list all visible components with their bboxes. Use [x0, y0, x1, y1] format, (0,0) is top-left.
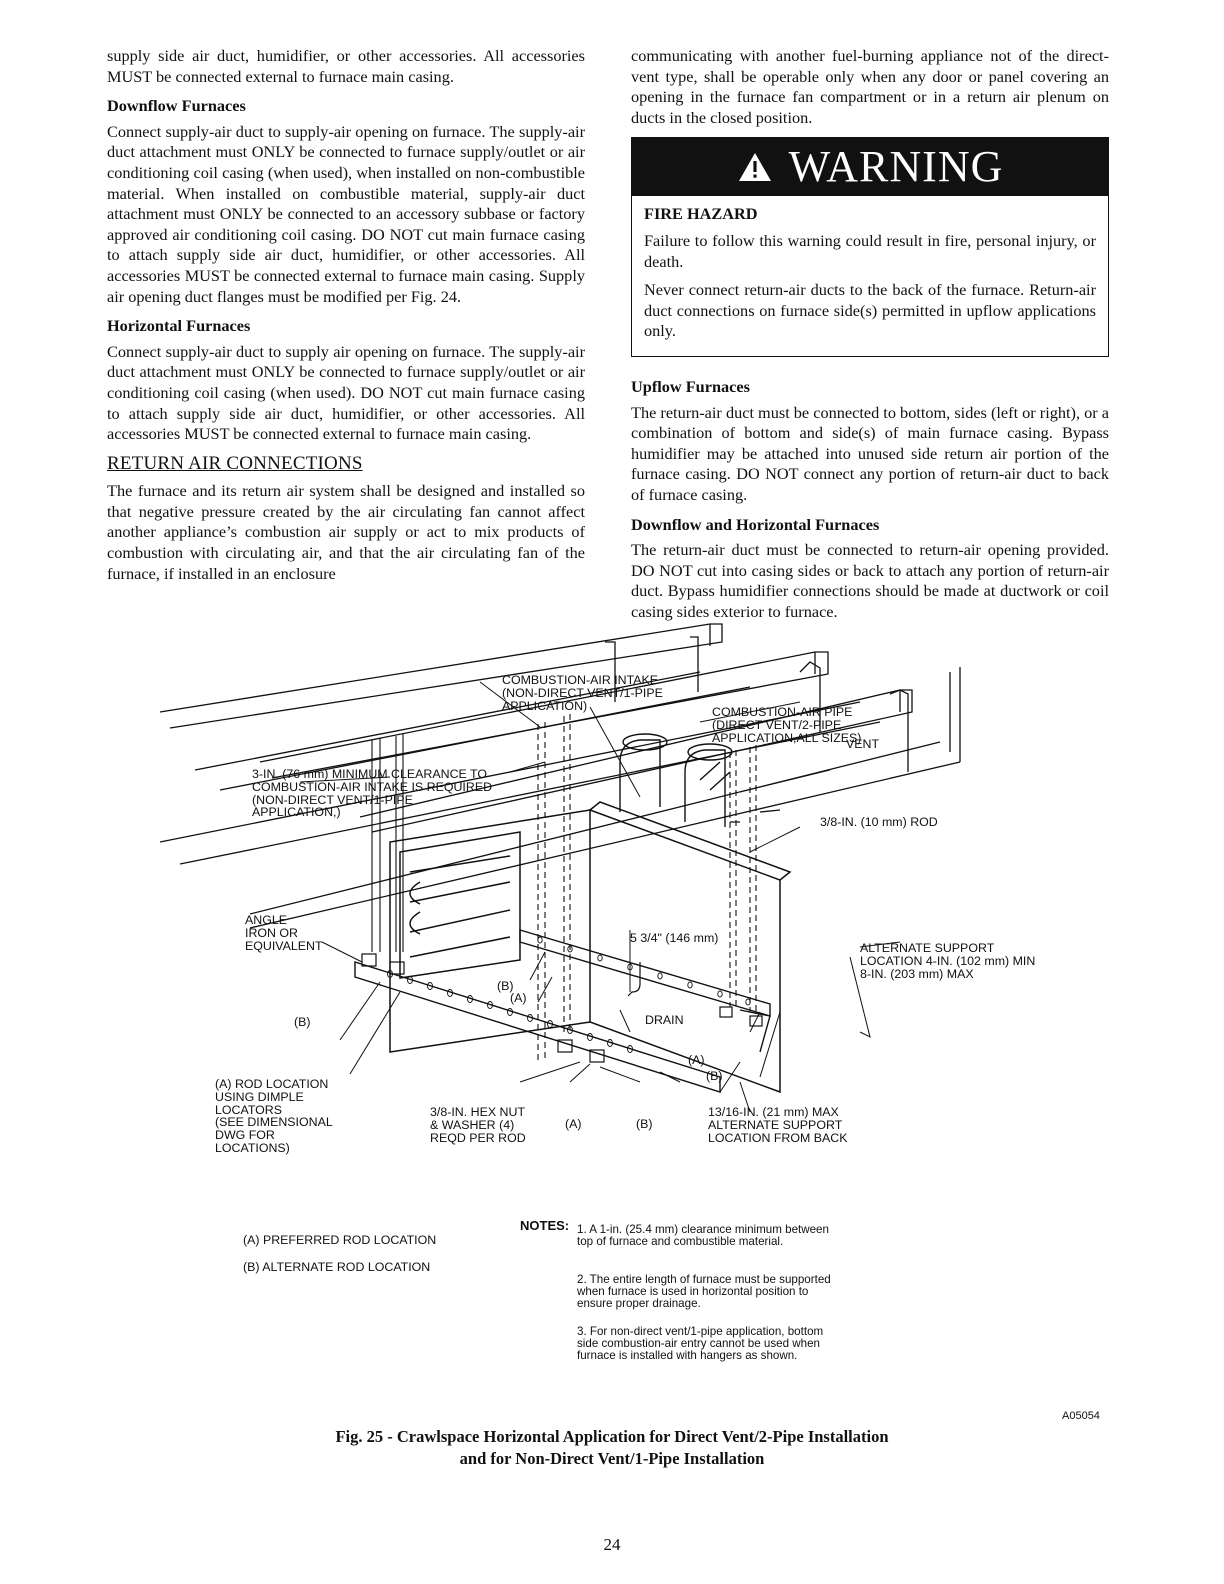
label-hex-nut: 3/8-IN. HEX NUT & WASHER (4) REQD PER ROD — [430, 1105, 526, 1145]
legend-preferred-rod: (A) PREFERRED ROD LOCATION — [243, 1233, 437, 1247]
warning-box — [631, 137, 1109, 357]
caption-line-1: Fig. 25 - Crawlspace Horizontal Application for Direct Vent/2-Pipe Installation — [335, 1427, 889, 1446]
caption-line-2: and for Non-Direct Vent/1-Pipe Installation — [459, 1449, 765, 1468]
label-intake: COMBUSTION-AIR INTAKE (NON-DIRECT VENT/1-PIPE APPLICATION) — [502, 673, 663, 713]
notes-heading: NOTES: — [520, 1218, 570, 1233]
label-angle-iron: ANGLE IRON OR EQUIVALENT — [245, 913, 323, 953]
label-dimension: 5 3/4" (146 mm) — [630, 931, 719, 945]
label-b-mid: (B) — [497, 979, 514, 993]
warning-title: FIRE HAZARD — [644, 204, 758, 224]
label-rod: 3/8-IN. (10 mm) ROD — [820, 815, 938, 829]
note-3: 3. For non-direct vent/1-pipe application, bottom side combustion-air entry cannot be used when furnace is installed with hangers as shown. — [577, 1325, 824, 1362]
warning-line-1: Failure to follow this warning could result in fire, personal injury, or death. — [644, 230, 1096, 271]
warning-triangle-icon — [737, 151, 773, 183]
label-clearance: 3-IN. (76 mm) MINIMUM CLEARANCE TO COMBUSTION-AIR INTAKE IS REQUIRED (NON-DIRECT VENT/1-PIPE APPLICATION,) — [252, 767, 493, 820]
figure-code: A05054 — [1062, 1410, 1100, 1422]
downflow-heading: Downflow Furnaces — [107, 96, 246, 116]
left-column — [107, 46, 585, 593]
horizontal-heading: Horizontal Furnaces — [107, 316, 251, 336]
label-vent: VENT — [846, 737, 880, 751]
upflow-heading: Upflow Furnaces — [631, 376, 750, 396]
upflow-paragraph: The return-air duct must be connected to bottom, sides (left or right), or a combination of bottom and side(s) of main furnace casing. Bypass humidifier may be attached into unused side return air portion of the furnace casing. DO NOT connect any portion of return-air duct to back of furnace casing. — [631, 402, 1109, 504]
label-b-right: (B) — [706, 1069, 723, 1083]
label-alt-support: ALTERNATE SUPPORT LOCATION 4-IN. (102 mm) MIN 8-IN. (203 mm) MAX — [860, 941, 1036, 981]
label-a-right: (A) — [688, 1053, 705, 1067]
note-1: 1. A 1-in. (25.4 mm) clearance minimum between top of furnace and combustible material. — [577, 1223, 829, 1248]
left-continued-paragraph: supply side air duct, humidifier, or other accessories. All accessories MUST be connected external to furnace main casing. — [107, 46, 585, 86]
right-column — [631, 46, 1109, 631]
label-b-bottom: (B) — [636, 1117, 653, 1131]
label-a-mid: (A) — [510, 991, 527, 1005]
warning-word: WARNING — [788, 142, 1004, 192]
note-2: 2. The entire length of furnace must be supported when furnace is used in horizontal position to ensure proper drainage. — [577, 1273, 831, 1310]
label-a-bottom: (A) — [565, 1117, 582, 1131]
return-air-heading: RETURN AIR CONNECTIONS — [107, 452, 363, 474]
crawlspace-figure — [100, 612, 1140, 1402]
right-continued-paragraph: communicating with another fuel-burning appliance not of the direct-vent type, shall be operable only when any door or panel covering an opening in the furnace fan compartment or in a return air plenum on ducts in the closed position. — [631, 46, 1109, 127]
warning-line-2: Never connect return-air ducts to the back of the furnace. Return-air duct connections on furnace side(s) permitted in upflow applications only. — [644, 280, 1096, 341]
label-b-left: (B) — [294, 1015, 311, 1029]
label-rod-location: (A) ROD LOCATION USING DIMPLE LOCATORS (SEE DIMENSIONAL DWG FOR LOCATIONS) — [215, 1077, 333, 1155]
label-alt-back: 13/16-IN. (21 mm) MAX ALTERNATE SUPPORT LOCATION FROM BACK — [708, 1105, 848, 1145]
warning-banner — [632, 138, 1108, 196]
return-air-paragraph: The furnace and its return air system shall be designed and installed so that negative pressure created by the air circulating fan cannot affect another appliance’s combustion air supply or act to mix products of combustion with circulating air, and that the air circulating fan of the furnace, if installed in an enclosure — [107, 481, 585, 583]
horizontal-paragraph: Connect supply-air duct to supply air opening on furnace. The supply-air duct attachment must ONLY be connected to furnace supply/outlet or air conditioning coil casing (when used). DO NOT cut main furnace casing to attach supply side air duct, humidifier, or other accessories. All accessories MUST be connected external to furnace main casing. — [107, 341, 585, 444]
hex-nuts — [362, 954, 762, 1062]
page-number: 24 — [603, 1535, 621, 1554]
legend-alternate-rod: (B) ALTERNATE ROD LOCATION — [243, 1260, 431, 1274]
downflow-horizontal-heading: Downflow and Horizontal Furnaces — [631, 514, 880, 534]
vent-pipes — [620, 734, 732, 827]
downflow-paragraph: Connect supply-air duct to supply-air opening on furnace. The supply-air duct attachment must ONLY be connected to furnace supply/outlet or air conditioning coil casing (when used), when installed on non-combustible material. When installed on combustible material, supply-air duct attachment must ONLY be connected to an accessory subbase or factory approved air conditioning coil casing. DO NOT cut main furnace casing to attach supply side air duct, humidifier, or other accessories. All accessories MUST be connected external to furnace main casing. Supply air opening duct flanges must be modified per Fig. 24. — [107, 121, 585, 306]
downflow-horizontal-paragraph: The return-air duct must be connected to return-air opening provided. DO NOT cut into casing sides or back to attach any portion of return-air duct. Bypass humidifier connections should be made at ductwork or coil casing sides exterior to furnace. — [631, 540, 1109, 621]
figure-caption — [0, 1426, 1224, 1470]
label-drain: DRAIN — [645, 1013, 684, 1027]
label-combustion-pipe: COMBUSTION-AIR PIPE (DIRECT VENT/2-PIPE APPLICATION,ALL SIZES) — [712, 705, 862, 745]
